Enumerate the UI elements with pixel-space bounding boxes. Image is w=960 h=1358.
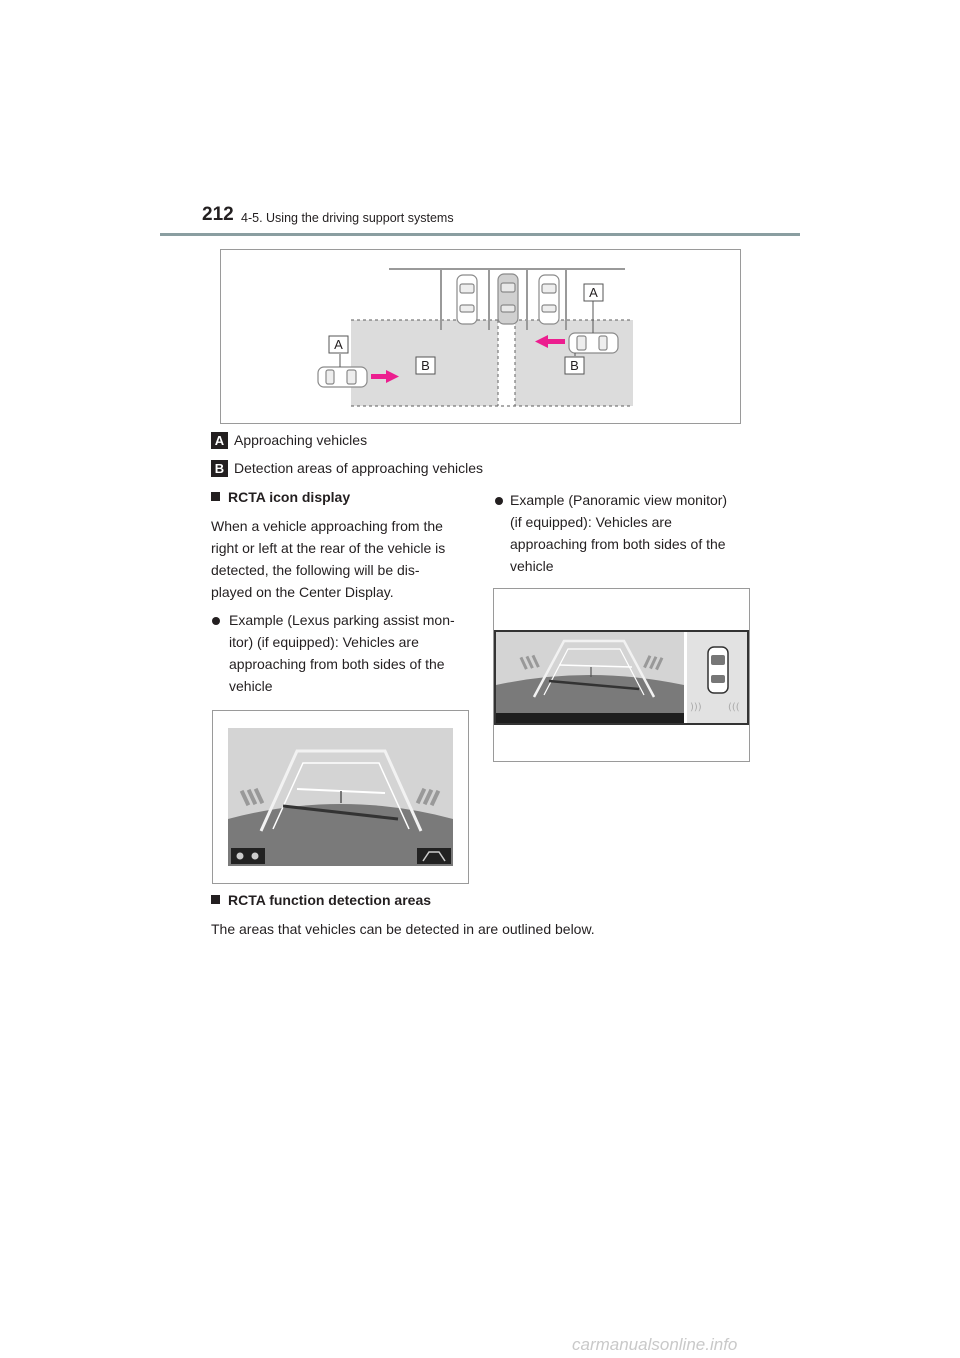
approaching-car-right bbox=[569, 333, 618, 353]
watermark: carmanualsonline.info bbox=[572, 1335, 738, 1354]
bullet-line: (if equipped): Vehicles are bbox=[510, 514, 672, 530]
bullet-line: approaching from both sides of the bbox=[229, 656, 445, 672]
callout-label-a-right: A bbox=[589, 285, 598, 300]
paragraph-line: When a vehicle approaching from the bbox=[211, 518, 443, 534]
paragraph-line: played on the Center Display. bbox=[211, 584, 394, 600]
legend-badge-b: B bbox=[211, 460, 228, 477]
callout-label-b-right: B bbox=[570, 358, 579, 373]
legend-text-b: Detection areas of approaching vehicles bbox=[234, 460, 484, 476]
bullet-panoramic-monitor bbox=[510, 489, 755, 577]
bullet-lexus-monitor bbox=[229, 609, 474, 697]
birds-eye-rcta-right: ((( bbox=[728, 702, 740, 713]
bullet-line: Example (Panoramic view monitor) bbox=[510, 492, 728, 508]
header-rule bbox=[160, 233, 800, 236]
rcta-areas-paragraph: The areas that vehicles can be detected in are outlined below. bbox=[211, 921, 595, 937]
view-icon-right bbox=[417, 848, 451, 864]
bullet-line: approaching from both sides of the bbox=[510, 536, 726, 552]
approaching-car-left bbox=[318, 367, 367, 387]
bullet-dot-lexus bbox=[212, 617, 220, 625]
parked-car-1 bbox=[457, 275, 477, 324]
sensor-dot-1 bbox=[237, 853, 244, 860]
section-title: 4-5. Using the driving support systems bbox=[241, 211, 454, 225]
detection-diagram bbox=[221, 250, 740, 423]
heading-square-icon bbox=[211, 492, 220, 501]
lexus-monitor-screen bbox=[213, 711, 468, 883]
callout-label-a-left: A bbox=[334, 337, 343, 352]
birds-eye-rcta-left: ))) bbox=[690, 702, 702, 713]
sensor-icon-left bbox=[231, 848, 265, 864]
camera-ground bbox=[496, 675, 684, 713]
panoramic-monitor-figure bbox=[493, 588, 750, 762]
callout-label-b-left: B bbox=[421, 358, 430, 373]
bullet-line: vehicle bbox=[510, 558, 554, 574]
parked-car-3 bbox=[539, 275, 559, 324]
rcta-icon-paragraph bbox=[211, 515, 471, 603]
birds-eye-car bbox=[708, 647, 728, 693]
rcta-icon-heading bbox=[211, 489, 350, 505]
birds-eye-car-window bbox=[711, 655, 725, 665]
bullet-line: itor) (if equipped): Vehicles are bbox=[229, 634, 419, 650]
birds-eye-car-rear bbox=[711, 675, 725, 683]
legend-text-a: Approaching vehicles bbox=[234, 432, 368, 448]
lexus-monitor-figure bbox=[212, 710, 469, 884]
heading-square-icon bbox=[211, 895, 220, 904]
rcta-areas-heading bbox=[211, 892, 431, 908]
bullet-line: Example (Lexus parking assist mon- bbox=[229, 612, 455, 628]
bullet-dot-panoramic bbox=[495, 497, 503, 505]
page-number: 212 bbox=[202, 204, 234, 225]
paragraph-line: detected, the following will be dis- bbox=[211, 562, 420, 578]
rcta-areas-heading-text: RCTA function detection areas bbox=[228, 892, 432, 908]
paragraph-line: right or left at the rear of the vehicle is bbox=[211, 540, 446, 556]
panoramic-monitor-screen bbox=[494, 589, 749, 761]
bullet-line: vehicle bbox=[229, 678, 273, 694]
camera-status-bar bbox=[496, 713, 684, 723]
parked-car-2 bbox=[498, 274, 518, 324]
legend-badge-a: A bbox=[211, 432, 228, 449]
detection-diagram-figure bbox=[220, 249, 741, 424]
rcta-icon-heading-text: RCTA icon display bbox=[228, 489, 351, 505]
sensor-dot-2 bbox=[252, 853, 259, 860]
